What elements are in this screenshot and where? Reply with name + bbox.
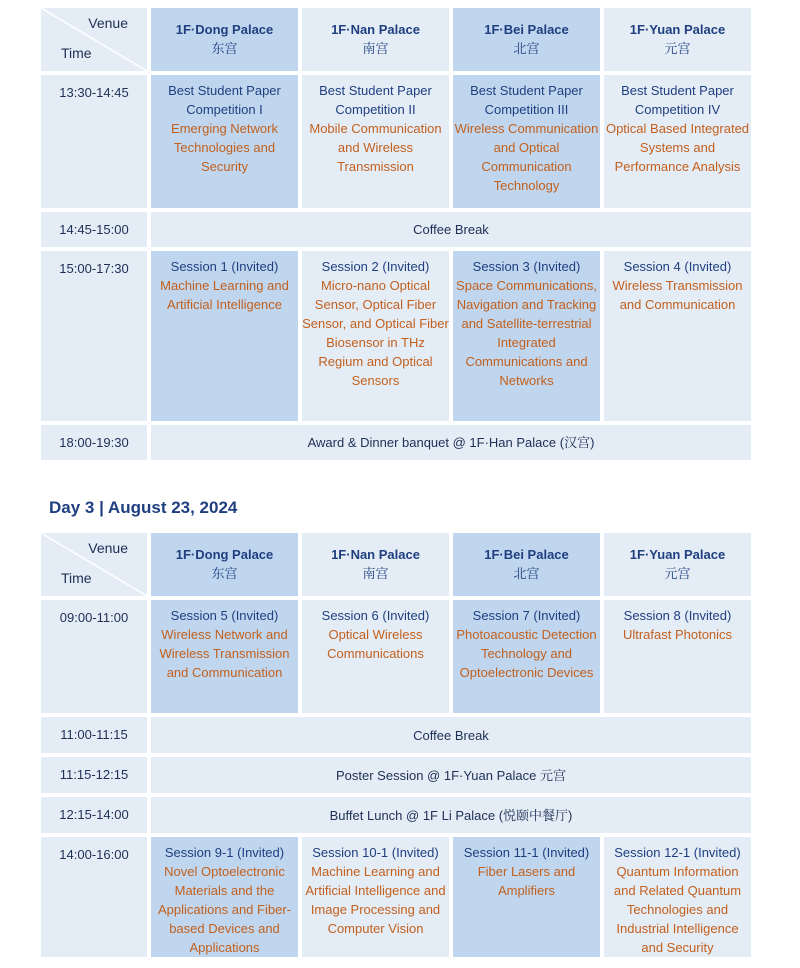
venue-header-nan: 1F·Nan Palace 南宫 [302, 8, 449, 71]
day3-schedule-table [37, 529, 755, 961]
lunch-cell: Buffet Lunch @ 1F Li Palace (悦颐中餐厅) [151, 797, 751, 833]
venue-header-yuan: 1F·Yuan Palace 元宫 [604, 533, 751, 596]
table-row [41, 75, 751, 208]
time-slot: 18:00-19:30 [41, 425, 147, 460]
session-cell: Session 8 (Invited) Ultrafast Photonics [604, 600, 751, 713]
session-cell: Best Student Paper Competition III Wireless Communication and Optical Communication Technology [453, 75, 600, 208]
session-cell: Session 9-1 (Invited) Novel Optoelectronic Materials and the Applications and Fiber-based Devices and Applications [151, 837, 298, 957]
session-cell: Best Student Paper Competition I Emerging Network Technologies and Security [151, 75, 298, 208]
venue-header-yuan: 1F·Yuan Palace 元宫 [604, 8, 751, 71]
venue-header-bei: 1F·Bei Palace 北宫 [453, 533, 600, 596]
table-row [41, 600, 751, 713]
time-slot: 09:00-11:00 [41, 600, 147, 713]
venue-header-bei: 1F·Bei Palace 北宫 [453, 8, 600, 71]
time-slot: 14:45-15:00 [41, 212, 147, 247]
day2-schedule-table [37, 4, 755, 464]
time-slot: 11:15-12:15 [41, 757, 147, 793]
table-row [41, 251, 751, 421]
venue-header-nan: 1F·Nan Palace 南宫 [302, 533, 449, 596]
session-cell: Best Student Paper Competition IV Optical Based Integrated Systems and Performance Analysis [604, 75, 751, 208]
session-cell: Session 7 (Invited) Photoacoustic Detection Technology and Optoelectronic Devices [453, 600, 600, 713]
time-label: Time [61, 45, 92, 61]
banquet-cell: Award & Dinner banquet @ 1F·Han Palace (汉宫) [151, 425, 751, 460]
table-row [41, 797, 751, 833]
venue-label: Venue [88, 15, 128, 31]
break-cell: Coffee Break [151, 212, 751, 247]
session-cell: Session 11-1 (Invited) Fiber Lasers and Amplifiers [453, 837, 600, 957]
header-corner-cell [41, 8, 147, 71]
time-slot: 11:00-11:15 [41, 717, 147, 753]
header-corner-cell [41, 533, 147, 596]
poster-session-cell: Poster Session @ 1F·Yuan Palace 元宫 [151, 757, 751, 793]
session-cell: Session 12-1 (Invited) Quantum Information and Related Quantum Technologies and Industrial Intelligence and Security [604, 837, 751, 957]
table-row [41, 425, 751, 460]
session-cell: Session 10-1 (Invited) Machine Learning and Artificial Intelligence and Image Processing and Computer Vision [302, 837, 449, 957]
venue-header-dong: 1F·Dong Palace 东宫 [151, 8, 298, 71]
venue-header-dong: 1F·Dong Palace 东宫 [151, 533, 298, 596]
session-cell: Session 1 (Invited) Machine Learning and Artificial Intelligence [151, 251, 298, 421]
session-cell: Session 3 (Invited) Space Communications, Navigation and Tracking and Satellite-terrestrial Integrated Communications and Networks [453, 251, 600, 421]
venue-label: Venue [88, 540, 128, 556]
time-label: Time [61, 570, 92, 586]
session-cell: Session 6 (Invited) Optical Wireless Communications [302, 600, 449, 713]
table-row [41, 212, 751, 247]
session-cell: Best Student Paper Competition II Mobile Communication and Wireless Transmission [302, 75, 449, 208]
session-cell: Session 4 (Invited) Wireless Transmission and Communication [604, 251, 751, 421]
table-row [41, 757, 751, 793]
day3-title: Day 3 | August 23, 2024 [49, 498, 238, 517]
table-row [41, 837, 751, 957]
break-cell: Coffee Break [151, 717, 751, 753]
table-row [41, 717, 751, 753]
time-slot: 13:30-14:45 [41, 75, 147, 208]
time-slot: 15:00-17:30 [41, 251, 147, 421]
session-cell: Session 2 (Invited) Micro-nano Optical Sensor, Optical Fiber Sensor, and Optical Fiber Biosensor in THz Regium and Optical Sensors [302, 251, 449, 421]
session-cell: Session 5 (Invited) Wireless Network and Wireless Transmission and Communication [151, 600, 298, 713]
time-slot: 12:15-14:00 [41, 797, 147, 833]
time-slot: 14:00-16:00 [41, 837, 147, 957]
